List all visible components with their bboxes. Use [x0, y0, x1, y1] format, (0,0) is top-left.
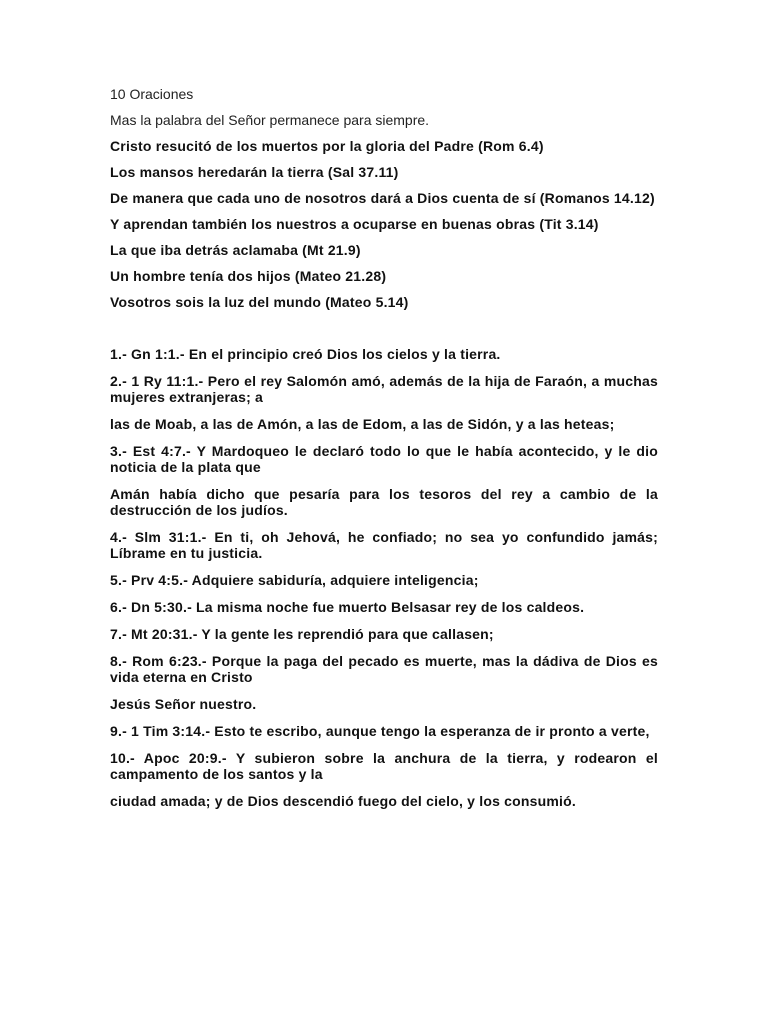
versiculo-1: 1.- Gn 1:1.- En el principio creó Dios los cielos y la tierra. [110, 346, 501, 362]
versiculo-7: 7.- Mt 20:31.- Y la gente les reprendió para que callasen; [110, 626, 494, 642]
versiculo-4: 4.- Slm 31:1.- En ti, oh Jehová, he confiado; no sea yo confundido jamás; Líbrame en tu justicia. [110, 529, 658, 561]
versiculo-6: 6.- Dn 5:30.- La misma noche fue muerto Belsasar rey de los caldeos. [110, 599, 585, 615]
oracion-6: Un hombre tenía dos hijos (Mateo 21.28) [110, 268, 387, 284]
document-subtitle: Mas la palabra del Señor permanece para siempre. [110, 112, 430, 128]
versiculo-8: 8.- Rom 6:23.- Porque la paga del pecado es muerte, mas la dádiva de Dios es vida eterna en Cristo [110, 653, 658, 685]
versiculo-2-cont: las de Moab, a las de Amón, a las de Edom, a las de Sidón, y a las heteas; [110, 416, 615, 432]
document-title: 10 Oraciones [110, 86, 194, 102]
versiculo-5: 5.- Prv 4:5.- Adquiere sabiduría, adquiere inteligencia; [110, 572, 479, 588]
oracion-1: Cristo resucitó de los muertos por la gloria del Padre (Rom 6.4) [110, 138, 544, 154]
oracion-2: Los mansos heredarán la tierra (Sal 37.11) [110, 164, 399, 180]
versiculo-9: 9.- 1 Tim 3:14.- Esto te escribo, aunque tengo la esperanza de ir pronto a verte, [110, 723, 650, 739]
oracion-5: La que iba detrás aclamaba (Mt 21.9) [110, 242, 361, 258]
oracion-7: Vosotros sois la luz del mundo (Mateo 5.14) [110, 294, 409, 310]
versiculo-10: 10.- Apoc 20:9.- Y subieron sobre la anchura de la tierra, y rodearon el campamento de los santos y la [110, 750, 658, 782]
oracion-4: Y aprendan también los nuestros a ocuparse en buenas obras (Tit 3.14) [110, 216, 599, 232]
versiculo-2: 2.- 1 Ry 11:1.- Pero el rey Salomón amó, además de la hija de Faraón, a muchas mujeres extranjeras; a [110, 373, 658, 405]
oracion-3: De manera que cada uno de nosotros dará a Dios cuenta de sí (Romanos 14.12) [110, 190, 655, 206]
versiculo-10-cont: ciudad amada; y de Dios descendió fuego del cielo, y los consumió. [110, 793, 576, 809]
versiculo-3-cont: Amán había dicho que pesaría para los tesoros del rey a cambio de la destrucción de los judíos. [110, 486, 658, 518]
versiculo-8-cont: Jesús Señor nuestro. [110, 696, 257, 712]
versiculo-3: 3.- Est 4:7.- Y Mardoqueo le declaró todo lo que le había acontecido, y le dio noticia de la plata que [110, 443, 658, 475]
